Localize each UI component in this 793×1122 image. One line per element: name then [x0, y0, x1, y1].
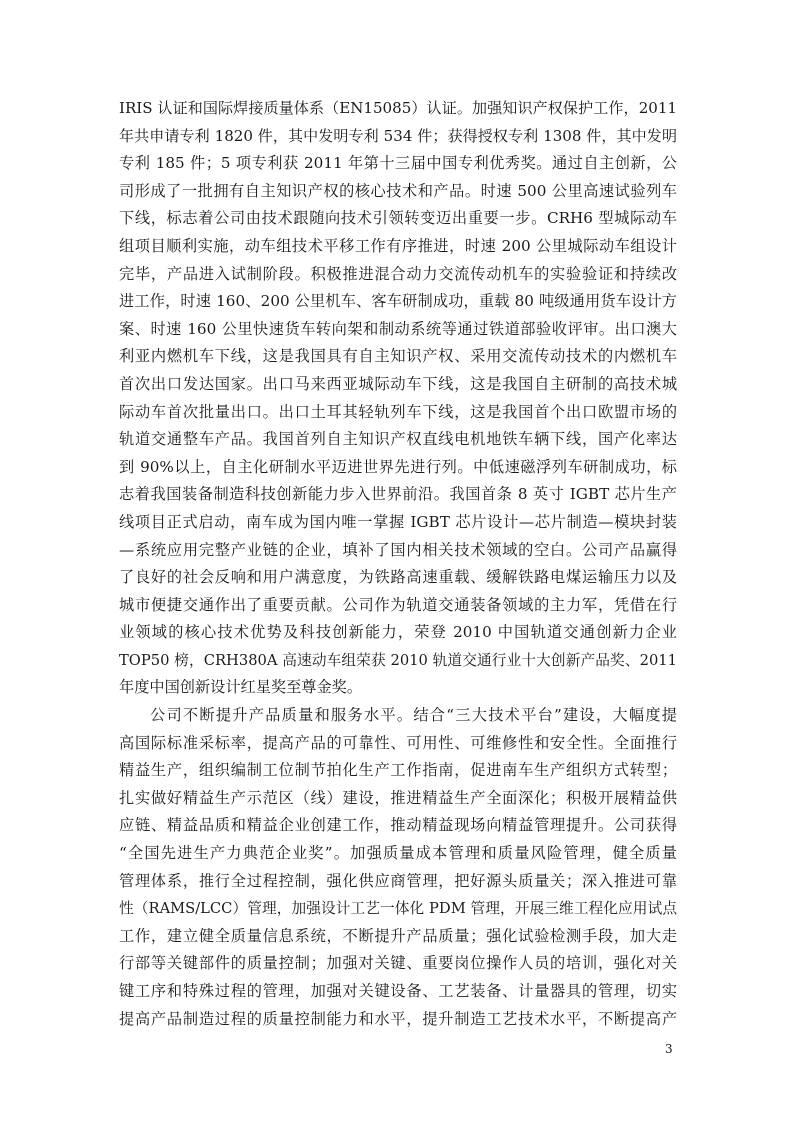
text-line: 案、时速 160 公里快速货车转向架和制动系统等通过铁道部验收评审。出口澳大: [119, 319, 677, 338]
text-line: 到 90%以上，自主化研制水平迈进世界先进行列。中低速磁浮列车研制成功，标: [119, 457, 677, 476]
text-line: 行部等关键部件的质量控制；加强对关键、重要岗位操作人员的培训，强化对关: [119, 954, 677, 973]
text-line: 扎实做好精益生产示范区（线）建设，推进精益生产全面深化；积极开展精益供: [119, 788, 677, 807]
text-line: 下线，标志着公司由技术跟随向技术引领转变迈出重要一步。CRH6 型城际动车: [119, 209, 677, 228]
text-line: “全国先进生产力典范企业奖”。加强质量成本管理和质量风险管理，健全质量: [119, 844, 677, 863]
text-line: 利亚内燃机车下线，这是我国具有自主知识产权、采用交流传动技术的内燃机车: [119, 347, 677, 366]
text-line: TOP50 榜，CRH380A 高速动车组荣获 2010 轨道交通行业十大创新产品奖、2011: [119, 651, 677, 669]
text-line: 际动车首次批量出口。出口土耳其轻轨列车下线，这是我国首个出口欧盟市场的: [119, 402, 677, 421]
text-line: 应链、精益品质和精益企业创建工作，推动精益现场向精益管理提升。公司获得: [119, 816, 677, 835]
text-line: 专利 185 件；5 项专利获 2011 年第十三届中国专利优秀奖。通过自主创新，公: [119, 154, 677, 173]
text-line: IRIS 认证和国际焊接质量体系（EN15085）认证。加强知识产权保护工作，2011: [119, 99, 677, 117]
text-line: —系统应用完整产业链的企业，填补了国内相关技术领域的空白。公司产品赢得: [119, 540, 677, 559]
text-line: 高国际标准采标率，提高产品的可靠性、可用性、可维修性和安全性。全面推行: [119, 733, 677, 752]
page-number: 3: [665, 1042, 673, 1056]
text-line: 轨道交通整车产品。我国首列自主知识产权直线电机地铁车辆下线，国产化率达: [119, 430, 677, 449]
text-line: 工作，建立健全质量信息系统，不断提升产品质量；强化试验检测手段，加大走: [119, 926, 677, 945]
text-line: 进工作，时速 160、200 公里机车、客车研制成功，重载 80 吨级通用货车设计方: [119, 292, 677, 311]
text-line: 了良好的社会反响和用户满意度，为铁路高速重载、缓解铁路电煤运输压力以及: [119, 568, 677, 587]
text-line: 志着我国装备制造科技创新能力步入世界前沿。我国首条 8 英寸 IGBT 芯片生产: [119, 485, 677, 504]
text-line: 首次出口发达国家。出口马来西亚城际动车下线，这是我国自主研制的高技术城: [119, 374, 677, 393]
text-line: 年共申请专利 1820 件，其中发明专利 534 件；获得授权专利 1308 件，其中发明: [119, 126, 677, 145]
text-line: 完毕，产品进入试制阶段。积极推进混合动力交流传动机车的实验验证和持续改: [119, 264, 677, 283]
text-line: 城市便捷交通作出了重要贡献。公司作为轨道交通装备领域的主力军，凭借在行: [119, 595, 677, 614]
text-line: 键工序和特殊过程的管理，加强对关键设备、工艺装备、计量器具的管理，切实: [119, 982, 677, 1000]
text-line: 精益生产，组织编制工位制节拍化生产工作指南，促进南车生产组织方式转型；: [119, 761, 677, 780]
text-line: 公司不断提升产品质量和服务水平。结合“三大技术平台”建设，大幅度提: [150, 706, 677, 725]
text-line: 管理体系，推行全过程控制，强化供应商管理，把好源头质量关；深入推进可靠: [119, 871, 677, 890]
text-line: 年度中国创新设计红星奖至尊金奖。: [119, 678, 362, 697]
text-line: 提高产品制造过程的质量控制能力和水平，提升制造工艺技术水平，不断提高产: [119, 1009, 677, 1028]
text-line: 业领域的核心技术优势及科技创新能力，荣登 2010 中国轨道交通创新力企业: [119, 623, 677, 642]
text-line: 司形成了一批拥有自主知识产权的核心技术和产品。时速 500 公里高速试验列车: [119, 181, 677, 200]
text-line: 性（RAMS/LCC）管理，加强设计工艺一体化 PDM 管理，开展三维工程化应用试点: [119, 900, 677, 918]
paragraph-2: [119, 702, 677, 1033]
text-line: 组项目顺利实施，动车组技术平移工作有序推进，时速 200 公里城际动车组设计: [119, 236, 677, 255]
body-text: [119, 95, 677, 1033]
paragraph-1: [119, 95, 677, 702]
text-line: 线项目正式启动，南车成为国内唯一掌握 IGBT 芯片设计—芯片制造—模块封装: [119, 512, 677, 531]
